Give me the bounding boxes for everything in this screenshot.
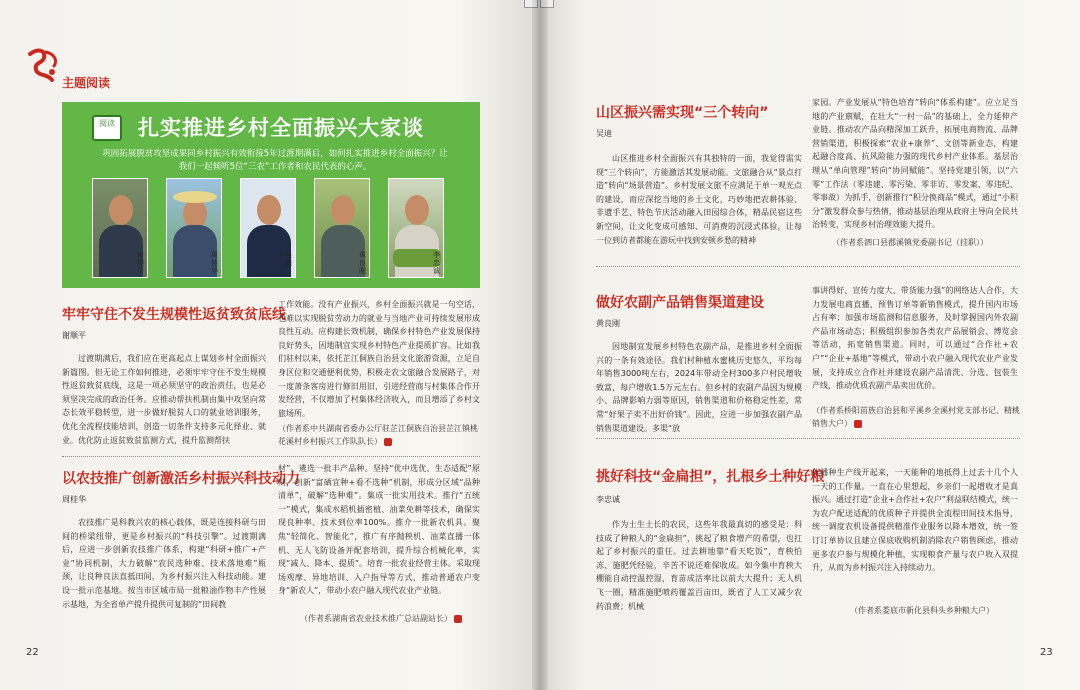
article-body: 事讲得好、宣传力度大、带货能力强”的网络达人合作，大力发展电商直播、预售订单等新销售模式，提升国内市场占有率；加强市场监测和信息服务，及时掌握国内外农副产品市场动态；积极组织参加各类农产品展销会、博览会等活动，拓宽销售渠道。同时，可以通过“合作社+农户”“企业+基地”等模式，带动小农户融入现代农业产业发展，支持成立合作社并建设农副产品清洗、分选、包装生产线，推动优质农副产品卖出优价。 <box>812 286 1018 391</box>
article-author: 吴迪 <box>596 129 612 138</box>
page-number: 23 <box>1040 647 1053 658</box>
book-gutter <box>532 0 548 690</box>
page-number: 22 <box>26 647 39 658</box>
portrait-photo <box>314 178 370 278</box>
article-attribution: （作者系泗口县郡溪镇党委副书记（挂职）） <box>832 238 988 247</box>
reading-icon <box>92 115 122 141</box>
article-body: 农技推广是科教兴农的核心载体，既是连接科研与田间的桥梁纽带，更是乡村振兴的“科技引擎”。过渡期满后，应进一步创新农技推广体系，构建“科研+推广+产业”协同机制，大力破解“农民选种难、技术落地难”瓶颈，让良种良法直抵田间，为乡村振兴注入科技动能。建设一批示范基地。按当市区城市局一批粮油作物丰产性展示基地，为全省单产提升提供可复制的“田间教 <box>62 518 266 609</box>
article-title: 做好农副产品销售渠道建设 <box>596 295 764 311</box>
portrait-caption: 吴迪 <box>285 251 292 267</box>
article-body: 家园。产业发展从“特色培育”转向“体系构建”。应立足当地的产业禀赋，在壮大“一村一品”的基础上，全力延伸产业链。推动农产品向精深加工跃升，拓展电商物流、品牌营销渠道，积极探索“农业+康养”、文创等新业态，构建起融合度高、抗风险能力强的现代乡村产业体系。基层治理从“单向管理”转向“协同赋能”。坚持党建引领，以“六零”工作法（零违建、零污染、零非访、零发案、零违纪、零事故）为抓手，创新推行“积分换商品”模式，通过“小积分”激发群众参与热情，推动基层治理从政府主导向全民共治转变，实现乡村治理效能大提升。 <box>812 98 1018 230</box>
article-body: 山区推进乡村全面振兴有其独特的一面，我觉得需实现“三个转向”，方能激活其发展动能。文旅融合从“景点打造”转向“场景营造”。乡村发展文旅不应满足于单一观光点的建设，而应深挖当地的乡土文化，巧妙地把农耕体验、非遗手艺、特色节庆活动融入田园综合体，精品民宿这些新空间，让文化变成可感知、可消费的沉浸式体验，让每一位到访者都能在游玩中找到安顿乡愁的精神 <box>596 154 802 245</box>
divider <box>596 438 1020 439</box>
portrait-photo <box>388 178 444 278</box>
portrait-caption: 周桂华 <box>211 251 218 275</box>
article-attribution: （作者系湖南省农业技术推广总站副站长） <box>300 612 490 625</box>
banner-intro: 巩固拓展脱贫攻坚成果同乡村振兴有效衔接5年过渡期满后，如何扎实推进乡村全面振兴？让我们一起倾听5位“三农”工作者和农民代表的心声。 <box>102 149 448 172</box>
right-page <box>540 0 1080 690</box>
article-title: 牢牢守住不发生规模性返贫致贫底线 <box>62 307 286 323</box>
article-author: 黄良刚 <box>596 319 620 328</box>
article-attribution: （作者系桥阳苗族自治县和平溪乡全溪村党支部书记、精桃销售大户） <box>812 406 1020 428</box>
article-body: 作为土生土长的农民，这些年我最真切的感受是：科技成了种粮人的“金扁担”，挑起了粮食增产的希望，也扛起了乡村振兴的重任。过去耕地靠“看天吃饭”，育秧怕冻、施肥凭经验，辛苦不说还难保收成。如今集中育秧大棚能自动控温控湿，育苗成活率比以前大大提升；无人机飞一圈，精准施肥喷药覆盖百亩田，既省了人工又减少农药浪费；机械 <box>596 520 802 611</box>
article-title: 挑好科技“金扁担”，扎根乡土种好粮 <box>596 469 825 485</box>
article-title: 以农技推广创新激活乡村振兴科技动力 <box>62 471 300 487</box>
article-author: 周桂华 <box>62 495 86 504</box>
reading-icon-label: 阅读 <box>99 119 115 128</box>
portrait-photo <box>92 178 148 278</box>
divider <box>62 456 480 457</box>
article-body: 过渡期满后，我们应在更高起点上谋划乡村全面振兴新篇图。但无论工作如何推进，必须牢牢守住不发生规模性返贫致贫底线，这是一项必须坚守的政治责任，也是必须坚决完成的政治任务。应推动帮扶机制由集中攻坚向常态长效平稳转型，进一步做好脱贫人口的就业培训服务，优化全流程技能培训，创造一切条件支持多元化择业、就业。优化防止返贫致贫监测方式，提升监测帮扶 <box>62 354 266 445</box>
portrait-caption: 谢顺平 <box>137 251 144 275</box>
portrait-caption: 黄良刚 <box>359 251 366 275</box>
end-mark-icon <box>454 615 462 623</box>
section-label: 主题阅读 <box>62 76 111 90</box>
divider <box>596 266 1020 267</box>
article-body: 材”。遴选一批丰产品种。坚持“优中选优、生态适配”原则，创新“富硒宜种+看不选种”机制，形成分区域“品种清单”，破解“选种难”。集成一批实用技术。推行“五统一”模式，集成水稻机插密植、油菜免耕等技术，确保实现良种率、技术到位率100%。推介一批新农机具。聚焦“轻简化、智能化”，推广有序抛秧机、油菜直播一体机、无人飞防设备并配套培训，提升综合机械化率，实现“减人、降本、提质”。培育一批农业经营主体。采取现场观摩、异地培训、入户指导等方式，推动普通农户变身“新农人”，带动小农户融入现代农业产业链。 <box>278 464 480 596</box>
end-mark-icon <box>854 420 862 428</box>
article-title: 山区振兴需实现“三个转向” <box>596 105 769 121</box>
article-attribution: （作者系中共湖南省委办公厅驻芷江侗族自治县芷江镇桃花溪村乡村振兴工作队队长） <box>278 424 478 446</box>
article-body: 因地制宜发展乡村特色农副产品，是推进乡村全面振兴的一条有效途径。我们村种植水蜜桃历史悠久，平均每年销售3000吨左右，2024年带动全村300多户村民增收致富，每户增收1.5万元左右。但乡村的农副产品因为规模小、品牌影响力弱等原因，销售渠道和价格稳定性差，常常“好果子卖不出好价钱”。因此，应进一步加强农副产品销售渠道建设。多渠“放 <box>596 342 802 433</box>
article-body: 化播种生产线开起来，一天能种的地抵得上过去十几个人一天的工作量。一直在心里想起，乡亲们一起增收才是真振兴。通过打造“企业+合作社+农户”利益联结模式，统一为农户配送适配的优质种子并提供全流程田间技术指导，统一调度农机设备提供精准作业服务以降本增效，统一签订订单协议且建立保底收购机制消除农户销售顾虑，推动更多农户参与规模化种植，实现粮食产量与农户收入双提升，从而为乡村振兴注入持续动力。 <box>812 468 1018 573</box>
portrait-photo <box>166 178 222 278</box>
article-attribution: （作者系娄底市新化县科头乡种粮大户） <box>850 606 994 615</box>
section-logo-icon <box>24 46 64 86</box>
article-body: 工作效能。没有产业振兴，乡村全面振兴就是一句空话，也难以实现脱贫劳动力的就业与当地产业可持续发展形成良性互动。应构建长效机制，确保乡村特色产业发展保持良好势头，因地制宜实现乡村特色产业提质扩容。比如我们驻村以来，依托芷江侗族自治县文化旅游资源，立足自身区位和交通便利优势，积极走农文旅融合发展路子，对一度萧条客房进行修旧用旧，引进经营商与村集体合作开发经营，不仅增加了村集体经济收入，而且增添了乡村文旅场所。 <box>278 300 480 418</box>
portrait-photo <box>240 178 296 278</box>
end-mark-icon <box>384 438 392 446</box>
banner-title: 扎实推进乡村全面振兴大家谈 <box>138 116 424 140</box>
article-author: 谢顺平 <box>62 331 86 340</box>
topic-banner <box>62 102 480 288</box>
article-author: 李忠诚 <box>596 495 620 504</box>
portrait-caption: 李忠诚 <box>433 251 440 275</box>
